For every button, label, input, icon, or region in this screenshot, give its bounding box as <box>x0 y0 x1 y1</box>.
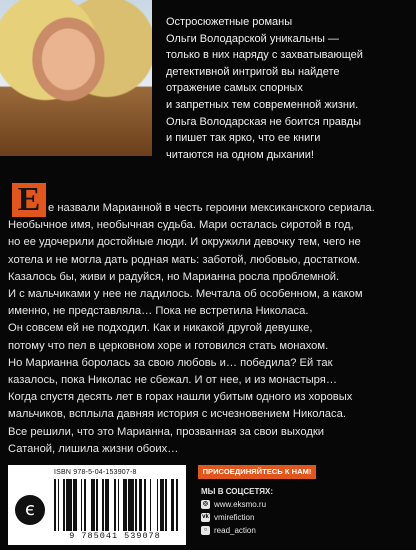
story-line: хотела и не могла дать родная мать: заботой, любовью, достатком. <box>8 253 361 266</box>
story-line: Сатаной, лишила жизни обоих… <box>8 442 179 455</box>
story-line: казалось, пока Николас не сбежал. И от нее, и из монастыря… <box>8 374 338 387</box>
blurb-line: Ольги Володарской уникальны — <box>166 32 339 45</box>
social-item-website[interactable] <box>201 498 273 511</box>
instagram-icon: ○ <box>201 526 210 535</box>
social-item-instagram[interactable] <box>201 524 273 537</box>
story-line: Все решили, что это Марианна, прозванная за свои выходки <box>8 425 324 438</box>
blurb-line: Ольга Володарская не боится правды <box>166 115 361 128</box>
social-item-label: www.eksmo.ru <box>214 500 267 509</box>
story-line: е назвали Марианной в честь героини мексиканского сериала. <box>48 202 375 214</box>
blurb-line: и запретных тем современной жизни. <box>166 98 359 111</box>
social-item-label: read_action <box>214 526 256 535</box>
blurb-line: читаются на одном дыхании! <box>166 148 314 161</box>
isbn-text: ISBN 978-5-04-153907-8 <box>54 469 137 476</box>
social-links <box>201 485 273 537</box>
blurb-line: и пишет так ярко, что ее книги <box>166 132 321 145</box>
drop-cap: Е <box>12 183 46 217</box>
author-blurb <box>166 14 412 163</box>
barcode-digits: 9 785041 539078 <box>69 531 161 541</box>
eksmo-logo-icon: є <box>15 495 45 525</box>
story-line: потому что пел в церковном хоре и готовился стать монахом. <box>8 339 329 352</box>
blurb-line: отражение самых спорных <box>166 82 303 95</box>
story-line: но ее удочерили достойные люди. И окружили девочку тем, чего не <box>8 236 361 249</box>
author-photo <box>0 0 152 156</box>
vk-icon: vk <box>202 514 209 521</box>
join-us-banner: ПРИСОЕДИНЯЙТЕСЬ К НАМ! <box>198 465 316 479</box>
social-header: МЫ В СОЦСЕТЯХ: <box>201 487 274 496</box>
story-line: Казалось бы, живи и радуйся, но Марианна росла проблемной. <box>8 270 340 283</box>
barcode-block <box>8 465 186 545</box>
story-line: Но Марианна боролась за свою любовь и… победила? Ей так <box>8 356 333 369</box>
story-line: именно, не представляла… Пока не встретила Николаса. <box>8 305 309 318</box>
story-line: Он совсем ей не подходил. Как и никакой другой девушке, <box>8 322 313 335</box>
social-item-label: vmirefiction <box>214 513 255 522</box>
story-text <box>8 200 412 458</box>
story-line: И с мальчиками у нее не ладилось. Мечтала об особенном, а каком <box>8 288 363 301</box>
blurb-line: только в них наряду с захватывающей <box>166 49 363 62</box>
social-item-vk[interactable] <box>201 511 273 524</box>
blurb-line: Остросюжетные романы <box>166 16 293 28</box>
barcode-bars <box>54 479 180 531</box>
story-line: мальчиков, всплыла давняя история с исчезновением Николаса. <box>8 408 346 421</box>
story-line: Когда спустя десять лет в горах нашли убитым одного из хоровых <box>8 391 353 404</box>
globe-icon: ◎ <box>202 501 209 508</box>
blurb-line: детективной интригой вы найдете <box>166 65 340 78</box>
story-line: Необычное имя, необычная судьба. Мари осталась сиротой в год, <box>8 219 354 232</box>
